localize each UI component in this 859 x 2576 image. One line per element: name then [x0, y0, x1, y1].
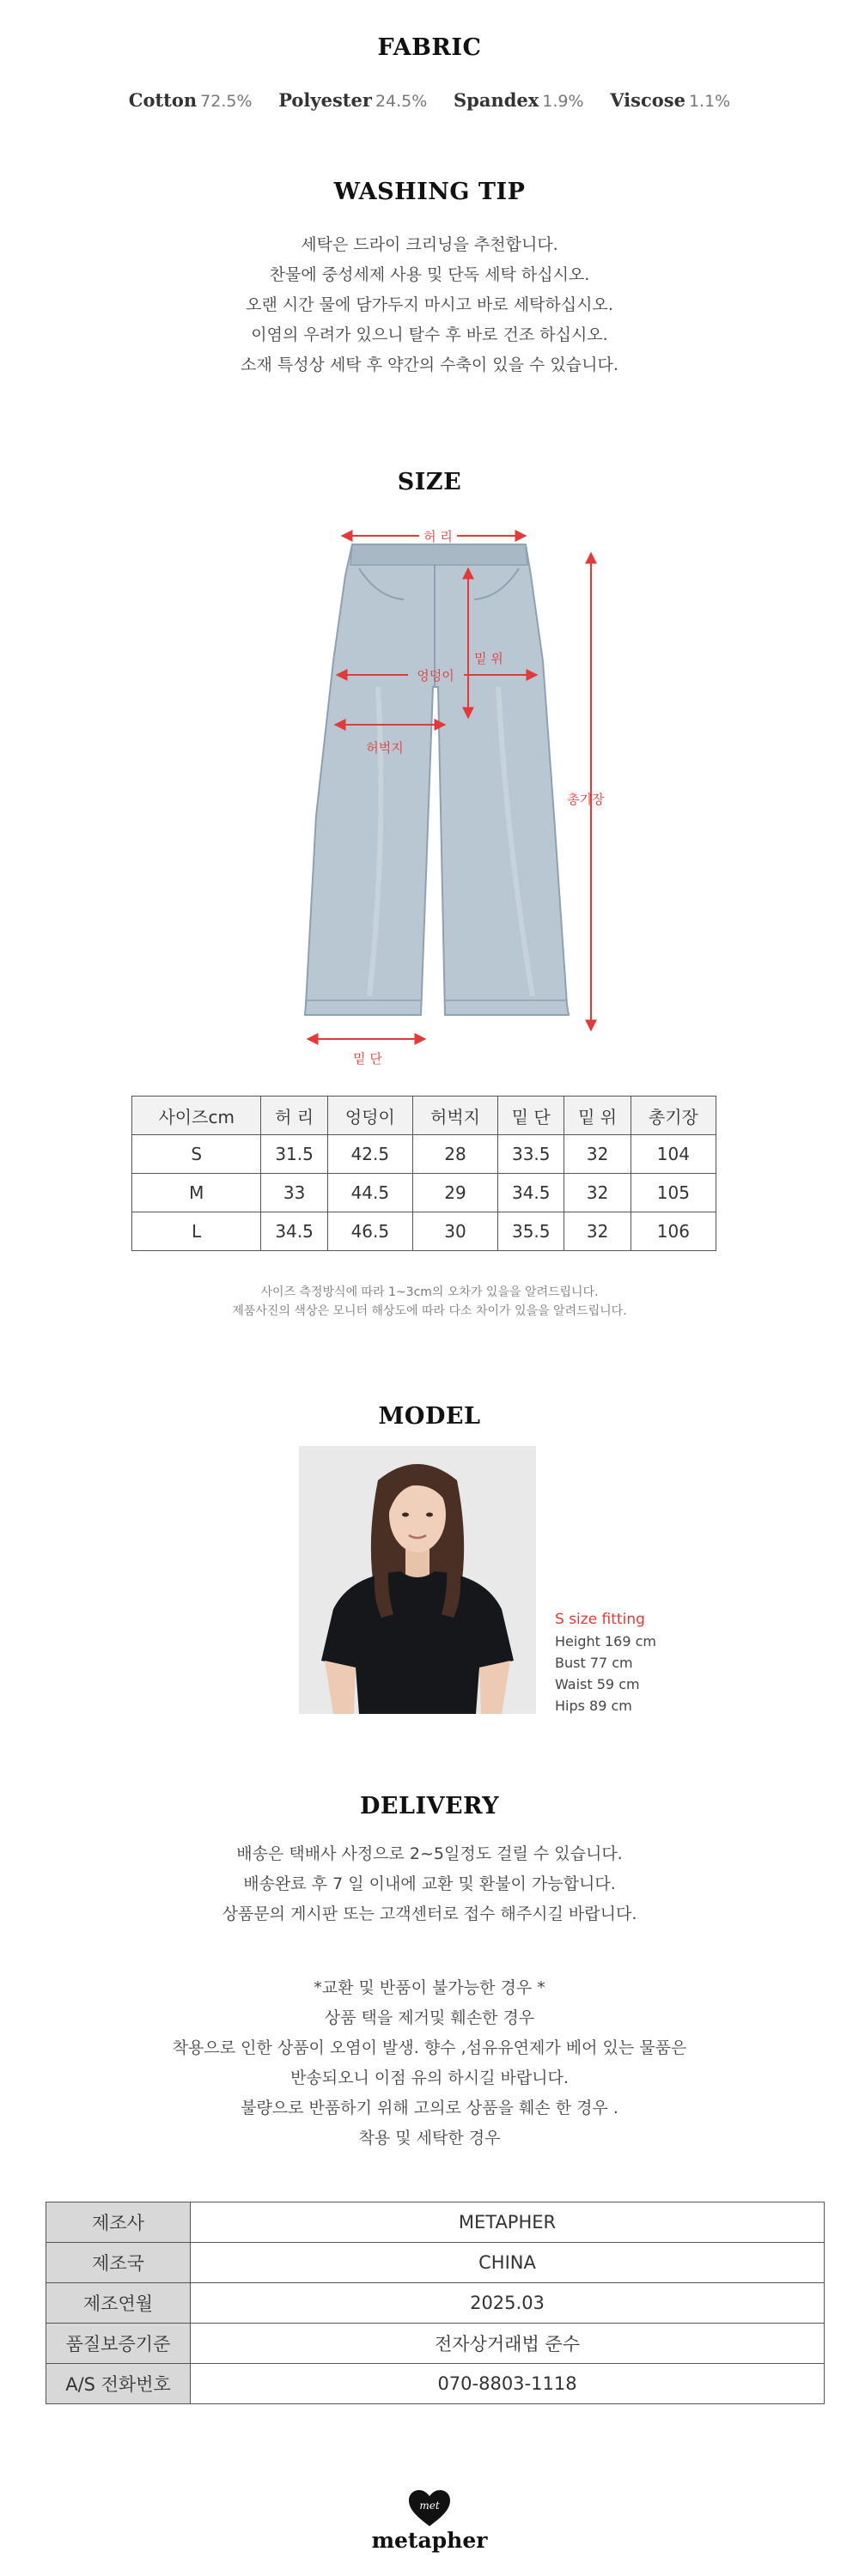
table-row: [132, 1174, 716, 1212]
info-label: 제조사: [46, 2202, 191, 2243]
table-row: [46, 2364, 825, 2404]
table-cell: 46.5: [327, 1212, 412, 1251]
heart-logo-text: met: [419, 2500, 440, 2512]
jeans-illustration: [305, 544, 569, 1015]
total-length-arrow: [567, 553, 605, 1030]
brand-logo: metapher: [371, 2528, 488, 2553]
table-row: [46, 2243, 825, 2283]
thigh-label: 허벅지: [366, 740, 404, 756]
table-cell: 33.5: [498, 1135, 564, 1174]
table-row: [46, 2202, 825, 2243]
washing-line: 이염의 우려가 있으니 탈수 후 바로 건조 하십시오.: [251, 325, 608, 344]
hem-label: 밑 단: [353, 1051, 382, 1066]
table-cell: L: [132, 1212, 261, 1251]
hip-label: 엉덩이: [417, 668, 454, 683]
col-header: 사이즈cm: [132, 1097, 261, 1135]
info-value: 2025.03: [191, 2283, 825, 2324]
table-cell: M: [132, 1174, 261, 1212]
table-row: [132, 1135, 716, 1174]
policy-line: 착용 및 세탁한 경우: [358, 2129, 501, 2148]
fabric-item: Viscose 1.1%: [610, 89, 731, 111]
washing-lines: [0, 230, 859, 380]
delivery-line: 배송은 택배사 사정으로 2~5일정도 걸릴 수 있습니다.: [236, 1844, 623, 1863]
policy-line: 불량으로 반품하기 위해 고의로 상품을 훼손 한 경우 .: [241, 2099, 618, 2117]
total-length-label: 총기장: [567, 792, 605, 807]
fabric-item: Cotton 72.5%: [128, 89, 253, 111]
col-header: 총기장: [631, 1097, 716, 1135]
size-note: 제품사진의 색상은 모니터 해상도에 따라 다소 차이가 있을을 알려드립니다.: [232, 1304, 627, 1318]
table-cell: 106: [631, 1212, 716, 1251]
table-cell: 32: [564, 1212, 631, 1251]
policy-line: 반송되오니 이점 유의 하시길 바랍니다.: [290, 2069, 569, 2087]
delivery-line: 상품문의 게시판 또는 고객센터로 접수 해주시길 바랍니다.: [222, 1905, 637, 1923]
model-photo: [299, 1446, 536, 1714]
hem-arrow: [308, 1039, 425, 1066]
policy-line: 상품 택을 제거및 훼손한 경우: [324, 2008, 535, 2027]
info-label: 제조연월: [46, 2283, 191, 2324]
table-cell: 35.5: [498, 1212, 564, 1251]
product-info-table: [46, 2202, 825, 2404]
delivery-title: DELIVERY: [359, 1793, 500, 1820]
info-value: CHINA: [191, 2243, 825, 2283]
table-cell: 104: [631, 1135, 716, 1174]
model-stat: Hips 89 cm: [555, 1698, 632, 1714]
table-cell: 33: [261, 1174, 327, 1212]
table-cell: 32: [564, 1174, 631, 1212]
info-label: 제조국: [46, 2243, 191, 2283]
col-header: 밑 단: [498, 1097, 564, 1135]
model-stat: Height 169 cm: [555, 1633, 656, 1649]
table-row: [46, 2283, 825, 2324]
size-table: [131, 1096, 716, 1251]
size-title: SIZE: [397, 469, 462, 495]
washing-line: 세탁은 드라이 크리닝을 추천합니다.: [301, 235, 558, 254]
fabric-item: Spandex 1.9%: [453, 89, 584, 111]
heart-logo-icon: [409, 2490, 450, 2528]
return-policy: [0, 1973, 859, 2154]
info-value: 070-8803-1118: [191, 2364, 825, 2404]
waist-arrow: [342, 529, 526, 544]
fitting-size: S size fitting: [555, 1611, 645, 1628]
size-diagram: [0, 515, 859, 1082]
table-cell: 30: [412, 1212, 497, 1251]
table-row: [132, 1212, 716, 1251]
table-cell: 34.5: [261, 1212, 327, 1251]
policy-line: 착용으로 인한 상품이 오염이 발생. 향수 ,섬유유연제가 베어 있는 물품은: [172, 2038, 687, 2057]
table-cell: 105: [631, 1174, 716, 1212]
table-cell: 44.5: [327, 1174, 412, 1212]
table-cell: 31.5: [261, 1135, 327, 1174]
model-stat: Bust 77 cm: [555, 1655, 633, 1671]
rise-label: 밑 위: [474, 651, 503, 666]
policy-line: *교환 및 반품이 불가능한 경우 *: [314, 1978, 545, 1997]
size-table-header: [132, 1097, 716, 1135]
col-header: 허벅지: [412, 1097, 497, 1135]
col-header: 허 리: [261, 1097, 327, 1135]
table-cell: 28: [412, 1135, 497, 1174]
table-cell: S: [132, 1135, 261, 1174]
model-stat: Waist 59 cm: [555, 1676, 640, 1692]
washing-title: WASHING TIP: [333, 179, 526, 205]
size-note: 사이즈 측정방식에 따라 1~3cm의 오차가 있을을 알려드립니다.: [260, 1285, 599, 1299]
table-cell: 34.5: [498, 1174, 564, 1212]
delivery-line: 배송완료 후 7 일 이내에 교환 및 환불이 가능합니다.: [243, 1874, 616, 1893]
delivery-info: [0, 1839, 859, 1929]
washing-line: 찬물에 중성세제 사용 및 단독 세탁 하십시오.: [269, 265, 590, 284]
washing-line: 소재 특성상 세탁 후 약간의 수축이 있을 수 있습니다.: [241, 355, 618, 374]
col-header: 엉덩이: [327, 1097, 412, 1135]
table-cell: 42.5: [327, 1135, 412, 1174]
info-value: 전자상거래법 준수: [191, 2324, 825, 2364]
model-title: MODEL: [378, 1403, 481, 1430]
waist-label: 허 리: [423, 529, 453, 544]
fabric-item: Polyester 24.5%: [278, 89, 428, 111]
info-value: METAPHER: [191, 2202, 825, 2243]
fabric-title: FABRIC: [377, 34, 482, 61]
model-fitting-info: [555, 1609, 656, 1716]
table-row: [46, 2324, 825, 2364]
info-label: A/S 전화번호: [46, 2364, 191, 2404]
washing-line: 오랜 시간 물에 담가두지 마시고 바로 세탁하십시오.: [246, 295, 613, 314]
col-header: 밑 위: [564, 1097, 631, 1135]
table-cell: 32: [564, 1135, 631, 1174]
fabric-composition: [0, 89, 859, 111]
table-cell: 29: [412, 1174, 497, 1212]
info-label: 품질보증기준: [46, 2324, 191, 2364]
